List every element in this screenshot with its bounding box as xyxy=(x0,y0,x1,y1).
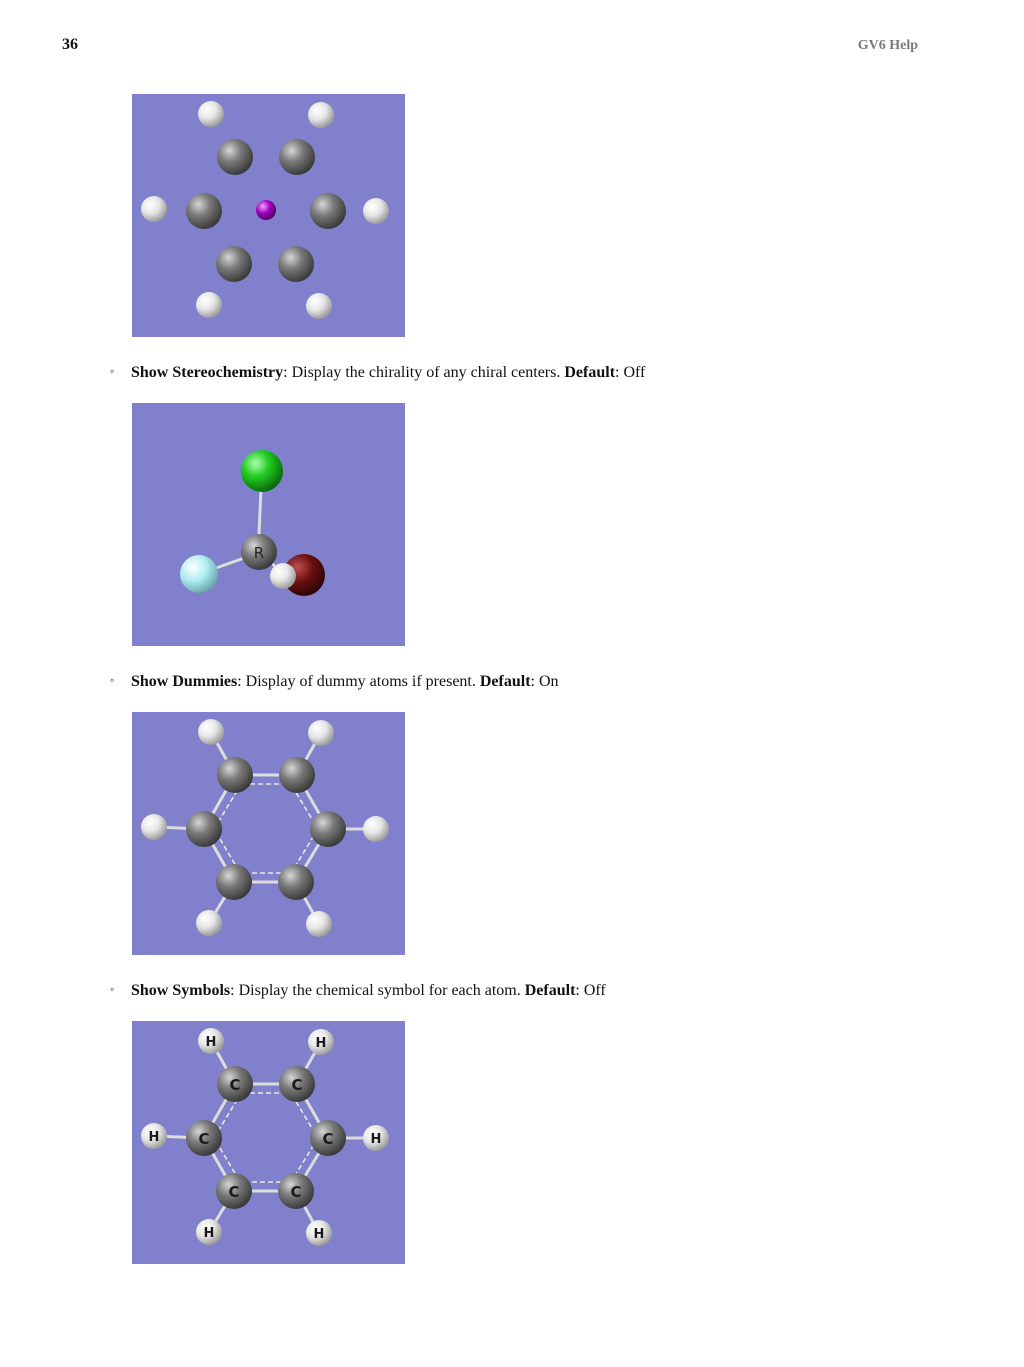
atom-symbol: C xyxy=(291,1076,303,1094)
option-description: : Display of dummy atoms if present. xyxy=(237,673,480,690)
carbon-atom xyxy=(279,757,315,793)
hydrogen-atom xyxy=(306,911,332,937)
chlorine-atom xyxy=(241,450,283,492)
carbon-atom xyxy=(216,246,252,282)
default-value: : Off xyxy=(575,982,606,999)
option-show-symbols xyxy=(110,979,606,1001)
hydrogen-atom xyxy=(196,910,222,936)
hydrogen-atom xyxy=(270,563,296,589)
molecule-chiral-center xyxy=(132,403,405,646)
atom-symbol: H xyxy=(313,1227,325,1242)
hydrogen-atom xyxy=(363,816,389,842)
molecule-benzene-dummy xyxy=(132,94,405,337)
atom-symbol: C xyxy=(228,1183,240,1201)
carbon-atom xyxy=(278,246,314,282)
aromatic-bonds xyxy=(214,1093,318,1182)
bullet-icon: ◦ xyxy=(110,982,115,996)
atom-symbol: H xyxy=(203,1226,215,1241)
hydrogen-atom xyxy=(198,101,224,127)
default-value: : Off xyxy=(615,364,646,381)
hydrogen-atom xyxy=(363,198,389,224)
atom-symbol: H xyxy=(370,1132,382,1147)
running-head: GV6 Help xyxy=(857,38,918,53)
atom-symbol: C xyxy=(229,1076,241,1094)
aromatic-bonds xyxy=(214,784,318,873)
figure-benzene-no-bonds xyxy=(132,94,405,337)
carbon-atom xyxy=(310,811,346,847)
atom-symbol: C xyxy=(198,1130,210,1148)
carbon-atom xyxy=(186,193,222,229)
molecule-benzene xyxy=(132,712,405,955)
atom-symbol: H xyxy=(315,1036,327,1051)
chirality-label: R xyxy=(253,544,265,562)
molecule-benzene-symbols xyxy=(132,1021,405,1264)
carbon-atom xyxy=(310,193,346,229)
figure-stereochemistry xyxy=(132,403,405,646)
bullet-icon: ◦ xyxy=(110,364,115,378)
carbon-atom xyxy=(216,864,252,900)
atom-symbol: C xyxy=(290,1183,302,1201)
hydrogen-atom xyxy=(308,720,334,746)
option-description: : Display the chirality of any chiral centers. xyxy=(283,364,565,381)
hydrogen-atom xyxy=(198,719,224,745)
bullet-icon: ◦ xyxy=(110,673,115,687)
option-term: Show Symbols xyxy=(131,982,231,999)
hydrogen-atom xyxy=(308,102,334,128)
option-term: Show Stereochemistry xyxy=(131,364,284,381)
option-show-stereochemistry xyxy=(110,361,645,383)
option-description: : Display the chemical symbol for each atom. xyxy=(230,982,525,999)
page-number: 36 xyxy=(62,36,78,53)
hydrogen-atom xyxy=(196,292,222,318)
atom-symbol: H xyxy=(148,1130,160,1145)
bond xyxy=(259,488,261,535)
hydrogen-atom xyxy=(306,293,332,319)
default-label: Default xyxy=(524,982,576,999)
option-show-dummies xyxy=(110,670,559,692)
atom-symbol: H xyxy=(205,1035,217,1050)
default-label: Default xyxy=(479,673,531,690)
carbon-atom xyxy=(278,864,314,900)
default-label: Default xyxy=(564,364,616,381)
figure-benzene-symbols xyxy=(132,1021,405,1264)
hydrogen-atom xyxy=(141,196,167,222)
hydrogen-atom xyxy=(141,814,167,840)
dummy-atom xyxy=(256,200,276,220)
carbon-atom xyxy=(186,811,222,847)
option-term: Show Dummies xyxy=(131,673,238,690)
figure-benzene-bonds xyxy=(132,712,405,955)
carbon-atom xyxy=(217,139,253,175)
atom-symbol: C xyxy=(322,1130,334,1148)
carbon-atom xyxy=(217,757,253,793)
fluorine-atom xyxy=(180,555,218,593)
carbon-atom xyxy=(279,139,315,175)
default-value: : On xyxy=(530,673,559,690)
